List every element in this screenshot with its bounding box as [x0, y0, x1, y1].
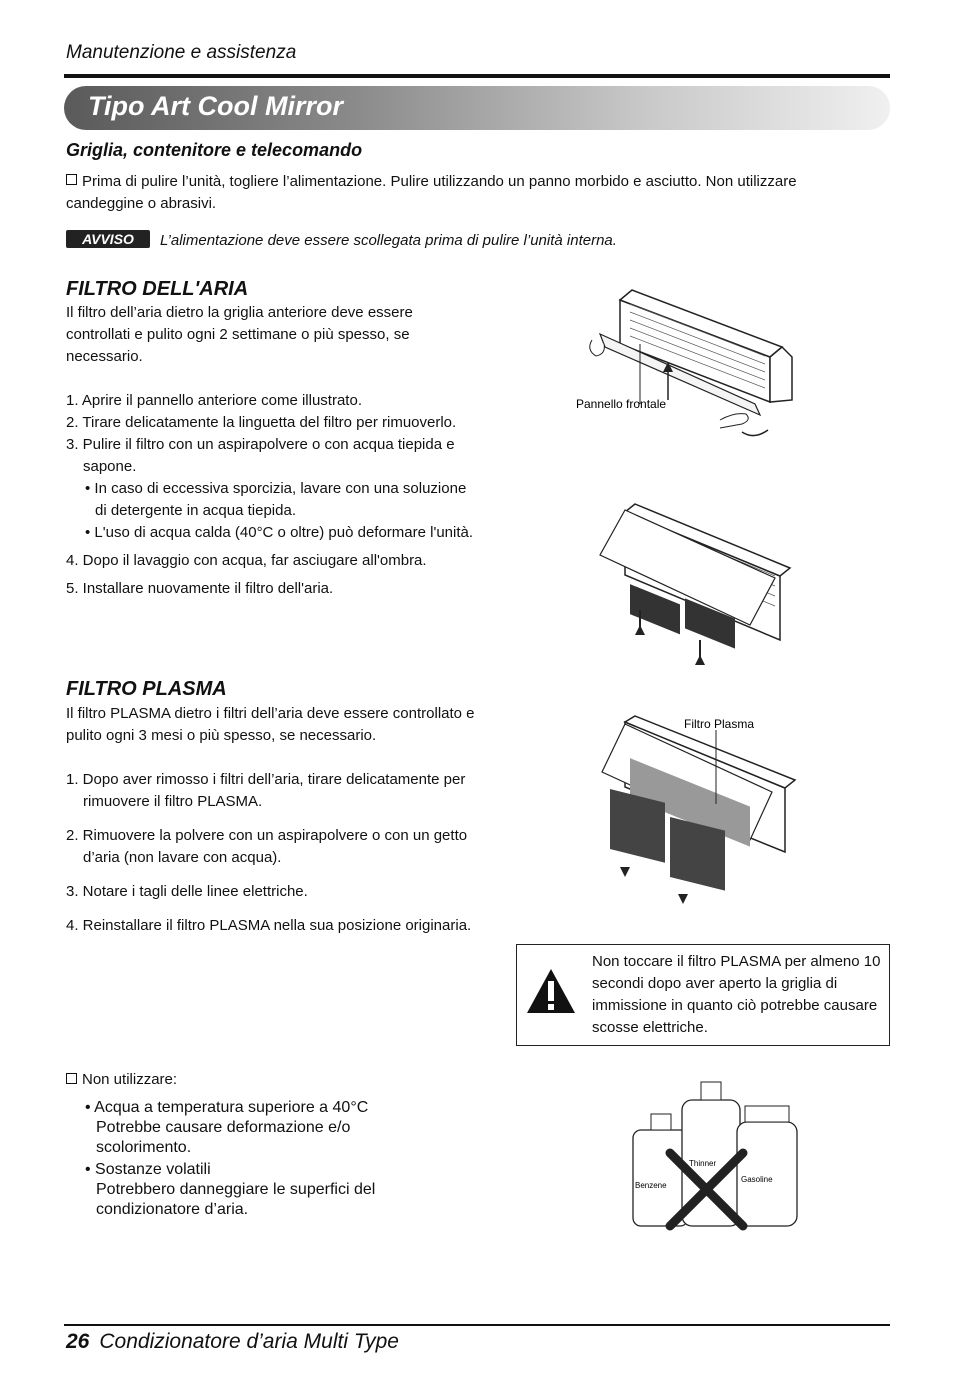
warning-triangle-icon: [525, 967, 577, 1015]
list-item: 3. Notare i tagli delle linee elettriche.: [66, 883, 308, 900]
checkbox-bullet-icon: [66, 174, 77, 185]
figure-open-front-panel: [570, 282, 800, 452]
footer-rule: [64, 1324, 890, 1326]
header-rule: [64, 74, 890, 78]
list-item: 3. Pulire il filtro con un aspirapolvere o con acqua tiepida e sapone.: [66, 436, 455, 475]
filtro-aria-title: FILTRO DELL'ARIA: [66, 278, 249, 300]
fig1-label: Pannello frontale: [576, 397, 667, 411]
list-item-desc: Potrebbero danneggiare le superfici del condizionatore d’aria.: [96, 1181, 376, 1218]
list-item: • Sostanze volatili: [85, 1161, 211, 1178]
filtro-plasma-body: [66, 703, 476, 937]
list-item: 5. Installare nuovamente il filtro dell'aria.: [66, 580, 334, 597]
filtro-aria-body: [66, 302, 476, 600]
bottle-label-gasoline: Gasoline: [741, 1175, 773, 1184]
list-item: 1. Aprire il pannello anteriore come illustrato.: [66, 392, 362, 409]
filtro-plasma-desc: Il filtro PLASMA dietro i filtri dell’aria deve essere controllato e pulito ogni 3 mesi o più spesso, se necessario.: [66, 705, 475, 744]
list-item: 4. Reinstallare il filtro PLASMA nella sua posizione originaria.: [66, 917, 472, 934]
filtro-aria-desc: Il filtro dell’aria dietro la griglia anteriore deve essere controllati e pulito ogni 2 settimane o più spesso, se necessario.: [66, 304, 413, 365]
subsection-title: Griglia, contenitore e telecomando: [66, 140, 363, 160]
bottle-label-benzene: Benzene: [635, 1181, 667, 1190]
non-utilizzare-list: [66, 1070, 446, 1220]
figure-remove-plasma-filter: [590, 712, 800, 912]
list-item: • In caso di eccessiva sporcizia, lavare con una soluzione di detergente in acqua tiepida.: [85, 480, 467, 519]
list-item: • L'uso di acqua calda (40°C o oltre) può deformare l'unità.: [85, 524, 474, 541]
list-item: 2. Tirare delicatamente la linguetta del filtro per rimuoverlo.: [66, 414, 457, 431]
page-number: 26: [66, 1330, 90, 1353]
footer-title: Condizionatore d’aria Multi Type: [99, 1330, 399, 1353]
intro-text: Prima di pulire l’unità, togliere l’alimentazione. Pulire utilizzando un panno morbido e asciutto. Non utilizzare candeggine o abrasivi.: [66, 173, 797, 212]
checkbox-bullet-icon: [66, 1073, 77, 1084]
filtro-plasma-title: FILTRO PLASMA: [66, 678, 227, 700]
page-title: Tipo Art Cool Mirror: [88, 91, 343, 121]
intro-paragraph: [66, 171, 876, 215]
warning-text: Non toccare il filtro PLASMA per almeno 10 secondi dopo aver aperto la griglia di immissione in quanto ciò potrebbe causare scosse elettriche.: [592, 953, 881, 1036]
list-item: 2. Rimuovere la polvere con un aspirapolvere o con un getto d’aria (non lavare con acqua).: [66, 827, 468, 866]
avviso-badge: AVVISO: [66, 230, 150, 248]
list-item: 4. Dopo il lavaggio con acqua, far asciugare all'ombra.: [66, 552, 427, 569]
list-item: 1. Dopo aver rimosso i filtri dell’aria, tirare delicatamente per rimuovere il filtro PLASMA.: [66, 771, 466, 810]
title-banner: [64, 86, 890, 130]
list-item: • Acqua a temperatura superiore a 40°C: [85, 1099, 369, 1116]
header-section: Manutenzione e assistenza: [66, 42, 297, 63]
list-item-desc: Potrebbe causare deformazione e/o scolorimento.: [96, 1119, 351, 1156]
figure-forbidden-solvents: [625, 1078, 805, 1233]
footer: [66, 1330, 399, 1354]
avviso-text: L’alimentazione deve essere scollegata prima di pulire l’unità interna.: [160, 232, 617, 249]
fig3-label: Filtro Plasma: [684, 717, 755, 731]
non-utilizzare-title: Non utilizzare:: [82, 1071, 178, 1088]
warning-box: [516, 944, 890, 1046]
bottle-label-thinner: Thinner: [689, 1159, 717, 1168]
figure-remove-air-filter: [595, 500, 795, 670]
